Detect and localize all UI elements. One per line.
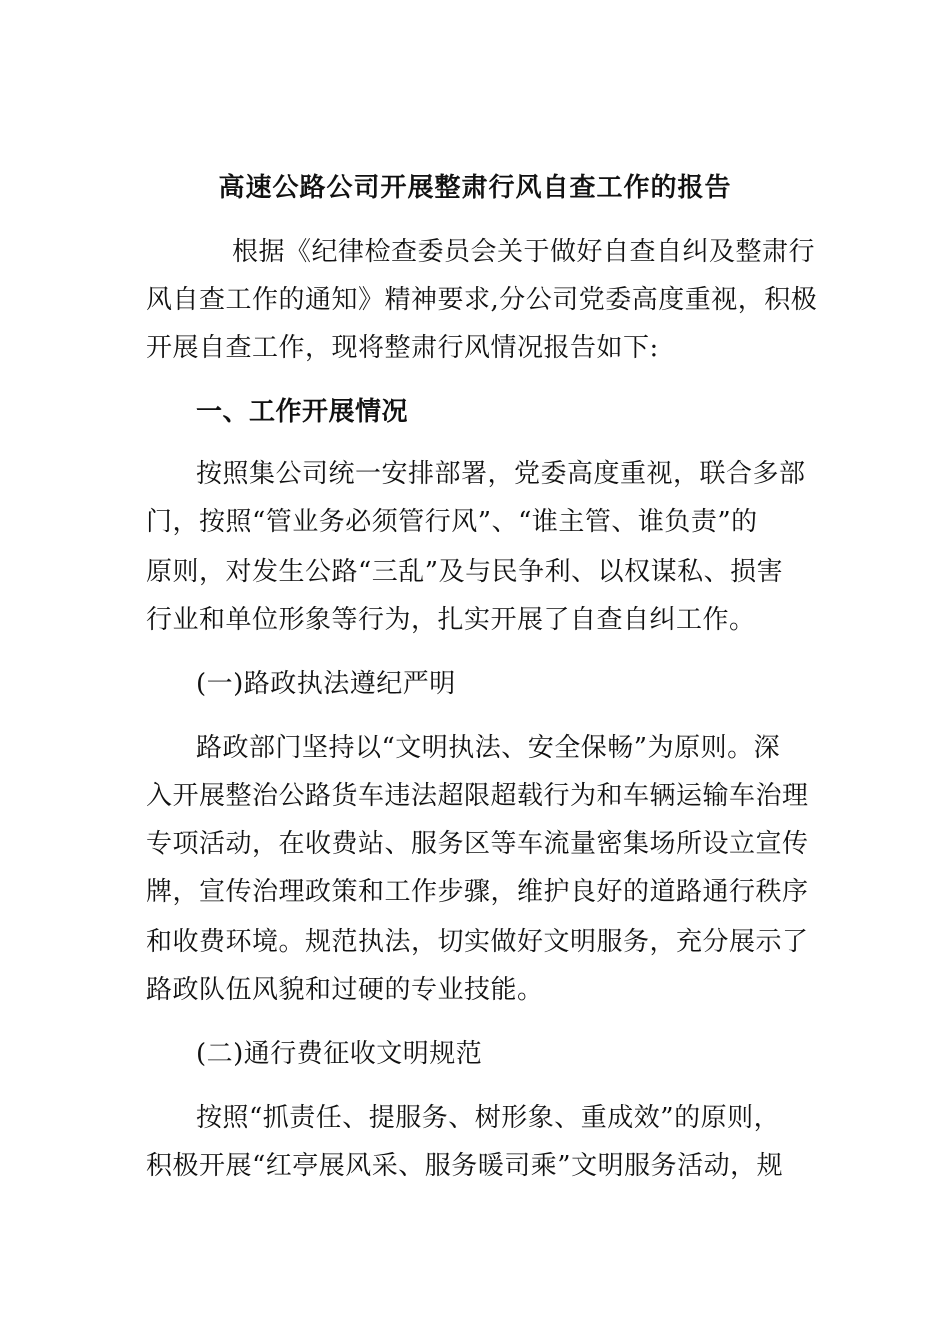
paragraph-2-line-5: 和收费环境。规范执法，切实做好文明服务，充分展示了: [146, 927, 809, 957]
paragraph-intro-line-1: 根据《纪律检查委员会关于做好自查自纠及整肃行: [232, 237, 816, 267]
paragraph-1-line-4: 行业和单位形象等行为，扎实开展了自查自纠工作。: [146, 605, 756, 635]
paragraph-3-line-1: 按照“抓责任、提服务、树形象、重成效”的原则，: [196, 1103, 781, 1133]
paragraph-1-line-3: 原则，对发生公路“三乱”及与民争利、以权谋私、损害: [146, 557, 784, 587]
paragraph-2-line-6: 路政队伍风貌和过硬的专业技能。: [146, 975, 544, 1005]
section-heading-1: 一、工作开展情况: [196, 397, 409, 427]
paragraph-1-line-2: 门，按照“管业务必须管行风”、“谁主管、谁负责”的: [146, 507, 758, 537]
paragraph-2-line-2: 入开展整治公路货车违法超限超载行为和车辆运输车治理: [146, 781, 809, 811]
paragraph-2-line-4: 牌，宣传治理政策和工作步骤，维护良好的道路通行秩序: [146, 877, 809, 907]
subsection-heading-1: (一)路政执法遵纪严明: [196, 669, 456, 699]
paragraph-intro-line-3: 开展自查工作，现将整肃行风情况报告如下:: [146, 333, 659, 363]
paragraph-1-line-1: 按照集公司统一安排部署，党委高度重视，联合多部: [196, 459, 806, 489]
paragraph-2-line-3: 专项活动，在收费站、服务区等车流量密集场所设立宣传: [146, 829, 809, 859]
paragraph-intro-line-2: 风自查工作的通知》精神要求,分公司党委高度重视，积极: [146, 285, 818, 315]
document-title: 高速公路公司开展整肃行风自查工作的报告: [218, 173, 732, 203]
subsection-heading-2: (二)通行费征收文明规范: [196, 1039, 483, 1069]
paragraph-3-line-2: 积极开展“红亭展风采、服务暖司乘”文明服务活动，规: [146, 1151, 784, 1181]
paragraph-2-line-1: 路政部门坚持以“文明执法、安全保畅”为原则。深: [196, 733, 781, 763]
